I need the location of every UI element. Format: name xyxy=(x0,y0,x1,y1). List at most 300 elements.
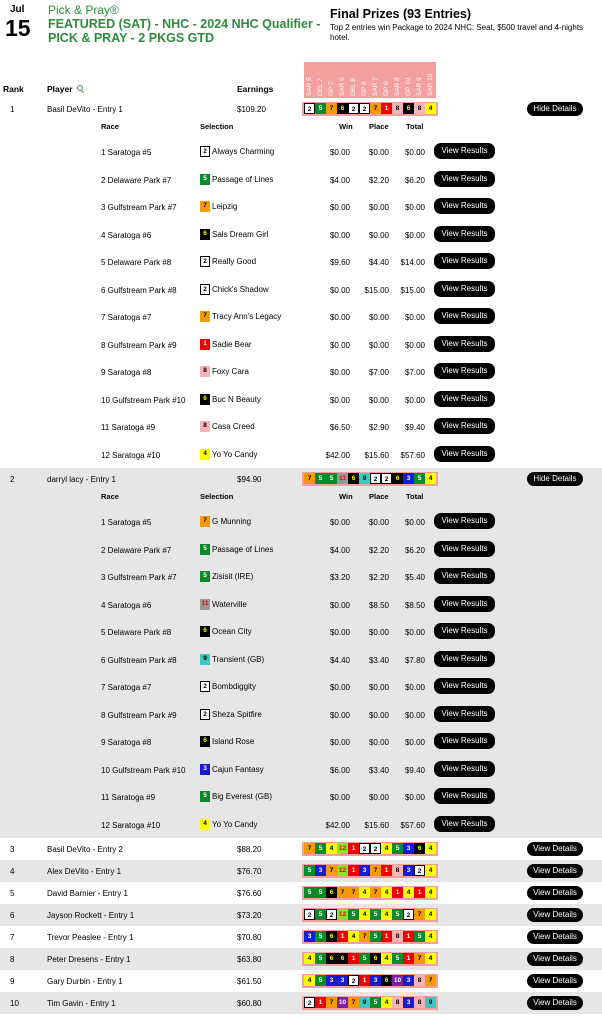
pick-number: 5 xyxy=(392,909,403,920)
selection xyxy=(200,819,258,830)
selection xyxy=(200,571,253,582)
leaderboard xyxy=(0,98,602,1014)
player-entry xyxy=(0,904,602,926)
horse-name: Sals Dream Girl xyxy=(212,229,269,239)
pick-number: 5 xyxy=(315,843,326,854)
view-results-button[interactable]: View Results xyxy=(434,226,495,242)
total-amount: $0.00 xyxy=(404,793,425,802)
race-header: SAR 6 xyxy=(337,62,348,98)
pick-number: 5 xyxy=(315,931,326,942)
view-results-button[interactable]: View Results xyxy=(434,733,495,749)
selection xyxy=(200,339,252,350)
details-header xyxy=(0,490,602,508)
view-results-button[interactable]: View Results xyxy=(434,308,495,324)
pick-number: 4 xyxy=(425,953,436,964)
details-row xyxy=(0,441,602,469)
view-results-button[interactable]: View Results xyxy=(434,596,495,612)
race-name: 1 Saratoga #5 xyxy=(101,518,152,527)
pick-strip xyxy=(302,996,438,1010)
saddle-number: 2 xyxy=(200,256,210,267)
pick-number: 1 xyxy=(392,887,403,898)
saddle-number: 2 xyxy=(200,681,210,692)
selection xyxy=(200,229,268,240)
total-amount: $0.00 xyxy=(404,313,425,322)
pick-number: 2 xyxy=(304,997,315,1008)
pick-number: 6 xyxy=(326,931,337,942)
race-header: SAR 7 xyxy=(370,62,381,98)
pick-number: 7 xyxy=(370,887,381,898)
view-results-button[interactable]: View Results xyxy=(434,281,495,297)
horse-name: Casa Creed xyxy=(212,422,255,431)
pick-number: 6 xyxy=(348,473,359,484)
pick-number: 7 xyxy=(359,931,370,942)
search-icon[interactable] xyxy=(77,85,83,91)
saddle-number: 5 xyxy=(200,571,210,582)
win-col-header: Win xyxy=(339,492,353,501)
player-entry xyxy=(0,838,602,860)
player-entry xyxy=(0,468,602,838)
win-amount: $0.00 xyxy=(329,148,350,157)
race-header: SAR 8 xyxy=(392,62,403,98)
prize-title: Final Prizes (93 Entries) xyxy=(330,7,472,21)
total-amount: $9.40 xyxy=(404,765,425,775)
selection xyxy=(200,174,273,185)
race-name: 12 Saratoga #10 xyxy=(101,820,161,830)
saddle-number: 5 xyxy=(200,174,210,185)
horse-name: Really Good xyxy=(212,257,257,266)
race-name: 12 Saratoga #10 xyxy=(101,450,161,460)
pick-number: 5 xyxy=(414,931,425,942)
pick-number: 1 xyxy=(381,865,392,876)
race-headers xyxy=(304,62,436,98)
view-details-button[interactable]: View Details xyxy=(527,864,583,878)
win-amount: $0.00 xyxy=(329,628,350,637)
pick-strip xyxy=(302,864,438,878)
horse-name: Passage of Lines xyxy=(212,174,274,184)
player-column-label: Player xyxy=(47,84,73,94)
player-earnings: $76.70 xyxy=(237,867,262,876)
view-results-button[interactable]: View Results xyxy=(434,816,495,832)
view-details-button[interactable]: View Details xyxy=(527,842,583,856)
pick-number: 8 xyxy=(392,865,403,876)
pick-number: 2 xyxy=(326,909,337,920)
total-amount: $0.00 xyxy=(404,628,425,637)
saddle-number: 6 xyxy=(200,229,210,240)
date-month: Jul xyxy=(10,4,25,15)
race-header: DEL 7 xyxy=(315,62,326,98)
place-amount: $0.00 xyxy=(368,518,389,527)
selection xyxy=(200,516,251,527)
pick-number: 4 xyxy=(381,887,392,898)
player-rank: 7 xyxy=(10,933,15,942)
view-details-button[interactable]: View Details xyxy=(527,952,583,966)
pick-number: 7 xyxy=(326,997,337,1008)
race-name: 10 Gulfstream Park #10 xyxy=(101,765,186,775)
pick-number: 5 xyxy=(315,887,326,898)
pick-number: 5 xyxy=(370,997,381,1008)
pick-number: 1 xyxy=(348,953,359,964)
pick-number: 6 xyxy=(326,887,337,898)
view-results-button[interactable]: View Results xyxy=(434,198,495,214)
contest-header xyxy=(0,0,602,62)
player-earnings: $94.90 xyxy=(237,475,262,484)
horse-name: Leipzig xyxy=(212,202,238,211)
place-amount: $0.00 xyxy=(368,148,389,157)
total-amount: $9.40 xyxy=(404,423,425,432)
horse-name: Cajun Fantasy xyxy=(212,764,264,774)
player-column-header[interactable] xyxy=(47,84,83,94)
pick-number: 6 xyxy=(381,975,392,986)
pick-number: 4 xyxy=(425,843,436,854)
details-row xyxy=(0,756,602,784)
race-header: GP 9 xyxy=(381,62,392,98)
place-amount: $15.60 xyxy=(364,450,389,460)
pick-number: 5 xyxy=(370,909,381,920)
total-amount: $14.00 xyxy=(400,258,425,267)
total-amount: $0.00 xyxy=(404,683,425,692)
pick-strip xyxy=(302,930,438,944)
pick-number: 4 xyxy=(326,843,337,854)
pick-number: 6 xyxy=(403,103,414,114)
pick-number: 4 xyxy=(425,865,436,876)
total-amount: $7.80 xyxy=(404,655,425,665)
view-details-button[interactable]: View Details xyxy=(527,930,583,944)
race-header: DEL 8 xyxy=(348,62,359,98)
pick-number: 5 xyxy=(304,865,315,876)
view-results-button[interactable]: View Results xyxy=(434,513,495,529)
view-details-button[interactable]: View Details xyxy=(527,886,583,900)
place-amount: $0.00 xyxy=(368,793,389,802)
selection xyxy=(200,201,237,212)
horse-name: Always Charming xyxy=(212,147,275,156)
selection xyxy=(200,421,255,432)
view-results-button[interactable]: View Results xyxy=(434,568,495,584)
view-results-button[interactable]: View Results xyxy=(434,788,495,804)
pick-strip xyxy=(302,472,438,486)
race-name: 9 Saratoga #8 xyxy=(101,738,152,747)
view-results-button[interactable]: View Results xyxy=(434,446,495,462)
player-name: David Barnier - Entry 1 xyxy=(47,889,128,898)
pick-number: 6 xyxy=(326,953,337,964)
pick-number: 2 xyxy=(359,103,370,114)
details-row xyxy=(0,536,602,564)
pick-number: 6 xyxy=(392,473,403,484)
pick-number: 5 xyxy=(315,473,326,484)
win-amount: $3.20 xyxy=(329,573,350,582)
pick-number: 3 xyxy=(359,865,370,876)
win-amount: $0.00 xyxy=(329,683,350,692)
view-results-button[interactable]: View Results xyxy=(434,171,495,187)
saddle-number: 7 xyxy=(200,311,210,322)
pick-number: 3 xyxy=(315,865,326,876)
win-amount: $0.00 xyxy=(329,313,350,322)
pick-number: 8 xyxy=(414,997,425,1008)
win-amount: $0.00 xyxy=(329,600,350,610)
pick-number: 4 xyxy=(403,887,414,898)
place-amount: $0.00 xyxy=(368,395,389,405)
race-header: SAR 9 xyxy=(414,62,425,98)
pick-number: 5 xyxy=(414,473,425,484)
horse-name: Island Rose xyxy=(212,737,255,746)
pick-number: 7 xyxy=(326,103,337,114)
pick-number: 3 xyxy=(337,975,348,986)
pick-number: 10 xyxy=(393,977,402,984)
race-name: 11 Saratoga #9 xyxy=(101,793,156,802)
pick-number: 6 xyxy=(337,953,348,964)
pick-number: 3 xyxy=(403,473,414,484)
player-earnings: $88.20 xyxy=(237,845,262,854)
selection xyxy=(200,366,249,377)
player-name: Basil DeVito - Entry 1 xyxy=(47,105,123,114)
saddle-number: 4 xyxy=(200,449,210,460)
player-entry xyxy=(0,860,602,882)
details-row xyxy=(0,508,602,536)
view-details-button[interactable]: View Details xyxy=(527,996,583,1010)
details-row xyxy=(0,331,602,359)
total-amount: $0.00 xyxy=(404,518,425,527)
hide-details-button[interactable]: Hide Details xyxy=(527,102,583,116)
pick-number: 9 xyxy=(359,997,370,1008)
player-row xyxy=(0,948,602,970)
player-rank: 5 xyxy=(10,889,15,898)
pick-number: 5 xyxy=(326,473,337,484)
player-name: Peter Dresens - Entry 1 xyxy=(47,955,131,964)
player-entry xyxy=(0,970,602,992)
pick-number: 7 xyxy=(414,953,425,964)
horse-name: Chick's Shadow xyxy=(212,284,269,294)
view-results-button[interactable]: View Results xyxy=(434,336,495,352)
place-amount: $0.00 xyxy=(368,230,389,240)
details-row xyxy=(0,276,602,304)
details-row xyxy=(0,811,602,839)
pick-number: 1 xyxy=(381,103,392,114)
view-details-button[interactable]: View Details xyxy=(527,908,583,922)
view-results-button[interactable]: View Results xyxy=(434,623,495,639)
horse-name: Transient (GB) xyxy=(212,654,265,664)
details-row xyxy=(0,413,602,441)
race-name: 3 Gulfstream Park #7 xyxy=(101,203,177,212)
player-entry xyxy=(0,926,602,948)
selection xyxy=(200,449,258,460)
total-amount: $0.00 xyxy=(404,203,425,212)
pick-number: 9 xyxy=(425,997,436,1008)
selection xyxy=(200,311,281,322)
saddle-number: 6 xyxy=(200,394,210,405)
pick-number: 5 xyxy=(392,953,403,964)
pick-number: 4 xyxy=(381,997,392,1008)
player-earnings: $76.60 xyxy=(237,889,262,898)
pick-strip xyxy=(302,842,438,856)
race-name: 6 Gulfstream Park #8 xyxy=(101,285,177,295)
pick-number: 2 xyxy=(348,975,359,986)
details-panel xyxy=(0,120,602,468)
saddle-number: 3 xyxy=(200,764,210,775)
saddle-number: 8 xyxy=(200,421,210,432)
pick-strip xyxy=(302,908,438,922)
pick-number: 3 xyxy=(403,997,414,1008)
hide-details-button[interactable]: Hide Details xyxy=(527,472,583,486)
player-rank: 10 xyxy=(10,999,19,1008)
view-results-button[interactable]: View Results xyxy=(434,678,495,694)
pick-number: 5 xyxy=(315,953,326,964)
place-amount: $2.20 xyxy=(368,573,389,582)
pick-number: 5 xyxy=(315,909,326,920)
view-results-button[interactable]: View Results xyxy=(434,391,495,407)
pick-number: 6 xyxy=(337,103,348,114)
selection xyxy=(200,791,272,802)
player-row xyxy=(0,882,602,904)
player-row xyxy=(0,468,602,490)
pick-number: 11 xyxy=(337,473,348,484)
win-col-header: Win xyxy=(339,122,353,131)
place-amount: $0.00 xyxy=(368,738,389,747)
view-results-button[interactable]: View Results xyxy=(434,541,495,557)
player-name: Gary Durbin - Entry 1 xyxy=(47,977,123,986)
saddle-number: 9 xyxy=(200,654,210,665)
saddle-number: 4 xyxy=(200,819,210,830)
race-name: 7 Saratoga #7 xyxy=(101,683,152,692)
player-row xyxy=(0,838,602,860)
player-name: Trevor Peaslee - Entry 1 xyxy=(47,933,134,942)
pick-number: 4 xyxy=(425,103,436,114)
horse-name: Ocean City xyxy=(212,627,252,636)
selection xyxy=(200,681,256,692)
details-panel xyxy=(0,490,602,838)
pick-number: 8 xyxy=(392,103,403,114)
view-results-button[interactable]: View Results xyxy=(434,651,495,667)
race-name: 5 Delaware Park #8 xyxy=(101,628,172,637)
horse-name: G Munning xyxy=(212,517,252,526)
pick-number: 7 xyxy=(414,909,425,920)
race-header: SAR 10 xyxy=(425,62,436,98)
view-results-button[interactable]: View Results xyxy=(434,253,495,269)
pick-number: 2 xyxy=(403,909,414,920)
view-results-button[interactable]: View Results xyxy=(434,706,495,722)
total-amount: $7.00 xyxy=(404,368,425,377)
saddle-number: 5 xyxy=(200,791,210,802)
race-header: GP 7 xyxy=(326,62,337,98)
player-row xyxy=(0,904,602,926)
place-amount: $7.00 xyxy=(368,368,389,377)
pick-number: 7 xyxy=(304,843,315,854)
win-amount: $42.00 xyxy=(325,820,350,830)
saddle-number: 6 xyxy=(200,736,210,747)
view-results-button[interactable]: View Results xyxy=(434,761,495,777)
pick-number: 10 xyxy=(338,999,347,1006)
race-name: 9 Saratoga #8 xyxy=(101,368,152,377)
player-rank: 6 xyxy=(10,911,15,920)
details-row xyxy=(0,166,602,194)
horse-name: Passage of Lines xyxy=(212,544,274,554)
contest-title: FEATURED (SAT) - NHC - 2024 NHC Qualifier - PICK & PRAY - 2 PKGS GTD xyxy=(48,17,321,45)
pick-number: 8 xyxy=(414,975,425,986)
view-results-button[interactable]: View Results xyxy=(434,363,495,379)
win-amount: $9.60 xyxy=(329,258,350,267)
details-row xyxy=(0,563,602,591)
pick-number: 5 xyxy=(348,909,359,920)
race-header: GP 10 xyxy=(403,62,414,98)
selection xyxy=(200,709,262,720)
race-name: 1 Saratoga #5 xyxy=(101,148,152,157)
race-name: 5 Delaware Park #8 xyxy=(101,258,172,267)
horse-name: Yo Yo Candy xyxy=(212,819,258,829)
selection xyxy=(200,146,274,157)
pick-number: 3 xyxy=(403,865,414,876)
pick-number: 4 xyxy=(304,953,315,964)
pick-number: 7 xyxy=(304,473,315,484)
horse-name: Yo Yo Candy xyxy=(212,449,258,459)
win-amount: $0.00 xyxy=(329,518,350,527)
pick-number: 1 xyxy=(337,931,348,942)
details-header xyxy=(0,120,602,138)
race-name: 8 Gulfstream Park #9 xyxy=(101,710,177,720)
win-amount: $0.00 xyxy=(329,395,350,405)
view-details-button[interactable]: View Details xyxy=(527,974,583,988)
race-name: 8 Gulfstream Park #9 xyxy=(101,340,177,350)
view-results-button[interactable]: View Results xyxy=(434,418,495,434)
race-name: 7 Saratoga #7 xyxy=(101,313,152,322)
total-amount: $5.40 xyxy=(404,573,425,582)
pick-number: 3 xyxy=(370,975,381,986)
player-rank: 1 xyxy=(10,105,15,114)
total-amount: $0.00 xyxy=(404,340,425,350)
saddle-number: 2 xyxy=(200,146,210,157)
race-name: 2 Delaware Park #7 xyxy=(101,175,172,185)
race-name: 11 Saratoga #9 xyxy=(101,423,156,432)
pick-number: 8 xyxy=(392,931,403,942)
selection xyxy=(200,284,269,295)
horse-name: Big Everest (GB) xyxy=(212,792,273,801)
total-amount: $6.20 xyxy=(404,175,425,185)
pick-number: 2 xyxy=(348,103,359,114)
pick-number: 4 xyxy=(425,473,436,484)
details-row xyxy=(0,701,602,729)
saddle-number: 5 xyxy=(200,544,210,555)
selection xyxy=(200,654,264,665)
pick-number: 3 xyxy=(304,931,315,942)
selection xyxy=(200,256,256,267)
total-amount: $0.00 xyxy=(404,710,425,720)
player-row xyxy=(0,860,602,882)
pick-number: 9 xyxy=(359,473,370,484)
win-amount: $42.00 xyxy=(325,450,350,460)
details-row xyxy=(0,193,602,221)
pick-number: 7 xyxy=(370,103,381,114)
pick-number: 4 xyxy=(359,909,370,920)
view-results-button[interactable]: View Results xyxy=(434,143,495,159)
player-earnings: $60.80 xyxy=(237,999,262,1008)
pick-number: 5 xyxy=(392,843,403,854)
pick-number: 3 xyxy=(403,975,414,986)
selection xyxy=(200,599,247,610)
selection xyxy=(200,736,254,747)
pick-number: 7 xyxy=(425,975,436,986)
race-name: 4 Saratoga #6 xyxy=(101,600,152,610)
horse-name: Waterville xyxy=(212,599,247,609)
pick-number: 2 xyxy=(370,843,381,854)
race-name: 2 Delaware Park #7 xyxy=(101,545,172,555)
pick-number: 5 xyxy=(370,931,381,942)
place-amount: $4.40 xyxy=(368,258,389,267)
pick-number: 12 xyxy=(338,845,347,852)
player-rank: 3 xyxy=(10,845,15,854)
details-row xyxy=(0,646,602,674)
player-earnings: $63.80 xyxy=(237,955,262,964)
player-rank: 2 xyxy=(10,475,15,484)
details-row xyxy=(0,673,602,701)
pick-number: 2 xyxy=(359,843,370,854)
pick-number: 4 xyxy=(425,931,436,942)
